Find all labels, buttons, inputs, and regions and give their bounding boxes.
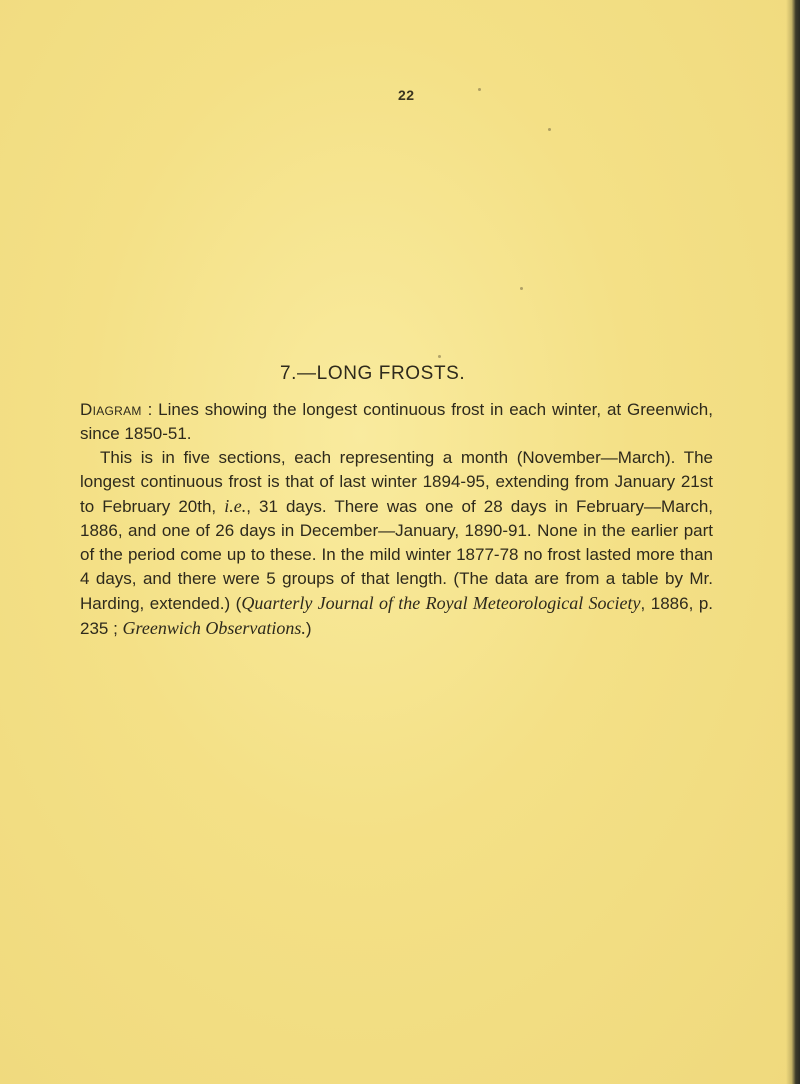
journal-citation: Quarterly Journal of the Royal Meteorological Society [241,593,641,613]
body-text [80,398,713,641]
paper-speck [438,355,441,358]
diagram-caption [80,398,713,446]
paragraph-text-3: , 1886, p. 235 ; [80,594,714,638]
paper-speck [478,88,481,91]
section-title: 7.—LONG FROSTS. [280,363,466,384]
page-number: 22 [398,87,415,103]
page-edge-shadow [786,0,800,1084]
observations-citation: Greenwich Observations. [122,618,306,638]
paragraph-text-2: , 31 days. There was one of 28 days in February—March, 1886, and one of 26 days in December—January, 1890-91. None in the earlier part of the period come up to these. In the mild winter 1877-78 no frost lasted more than 4 days, and there were 5 groups of that length. (The data are from a table by Mr. Harding, extended.) ( [80,497,713,613]
paper-speck [548,128,551,131]
diagram-caption-text: : Lines showing the longest continuous frost in each winter, at Greenwich, since 1850-51. [80,400,713,443]
diagram-lead: Diagram [80,400,142,419]
paper-speck [520,287,523,290]
paragraph-text-1: This is in five sections, each representing a month (November—March). The longest continuous frost is that of last winter 1894-95, extending from January 21st to February 20th, [80,448,713,516]
ie-abbreviation: i.e. [224,496,247,516]
paragraph-text-4: ) [305,619,312,638]
description-paragraph [80,446,713,641]
